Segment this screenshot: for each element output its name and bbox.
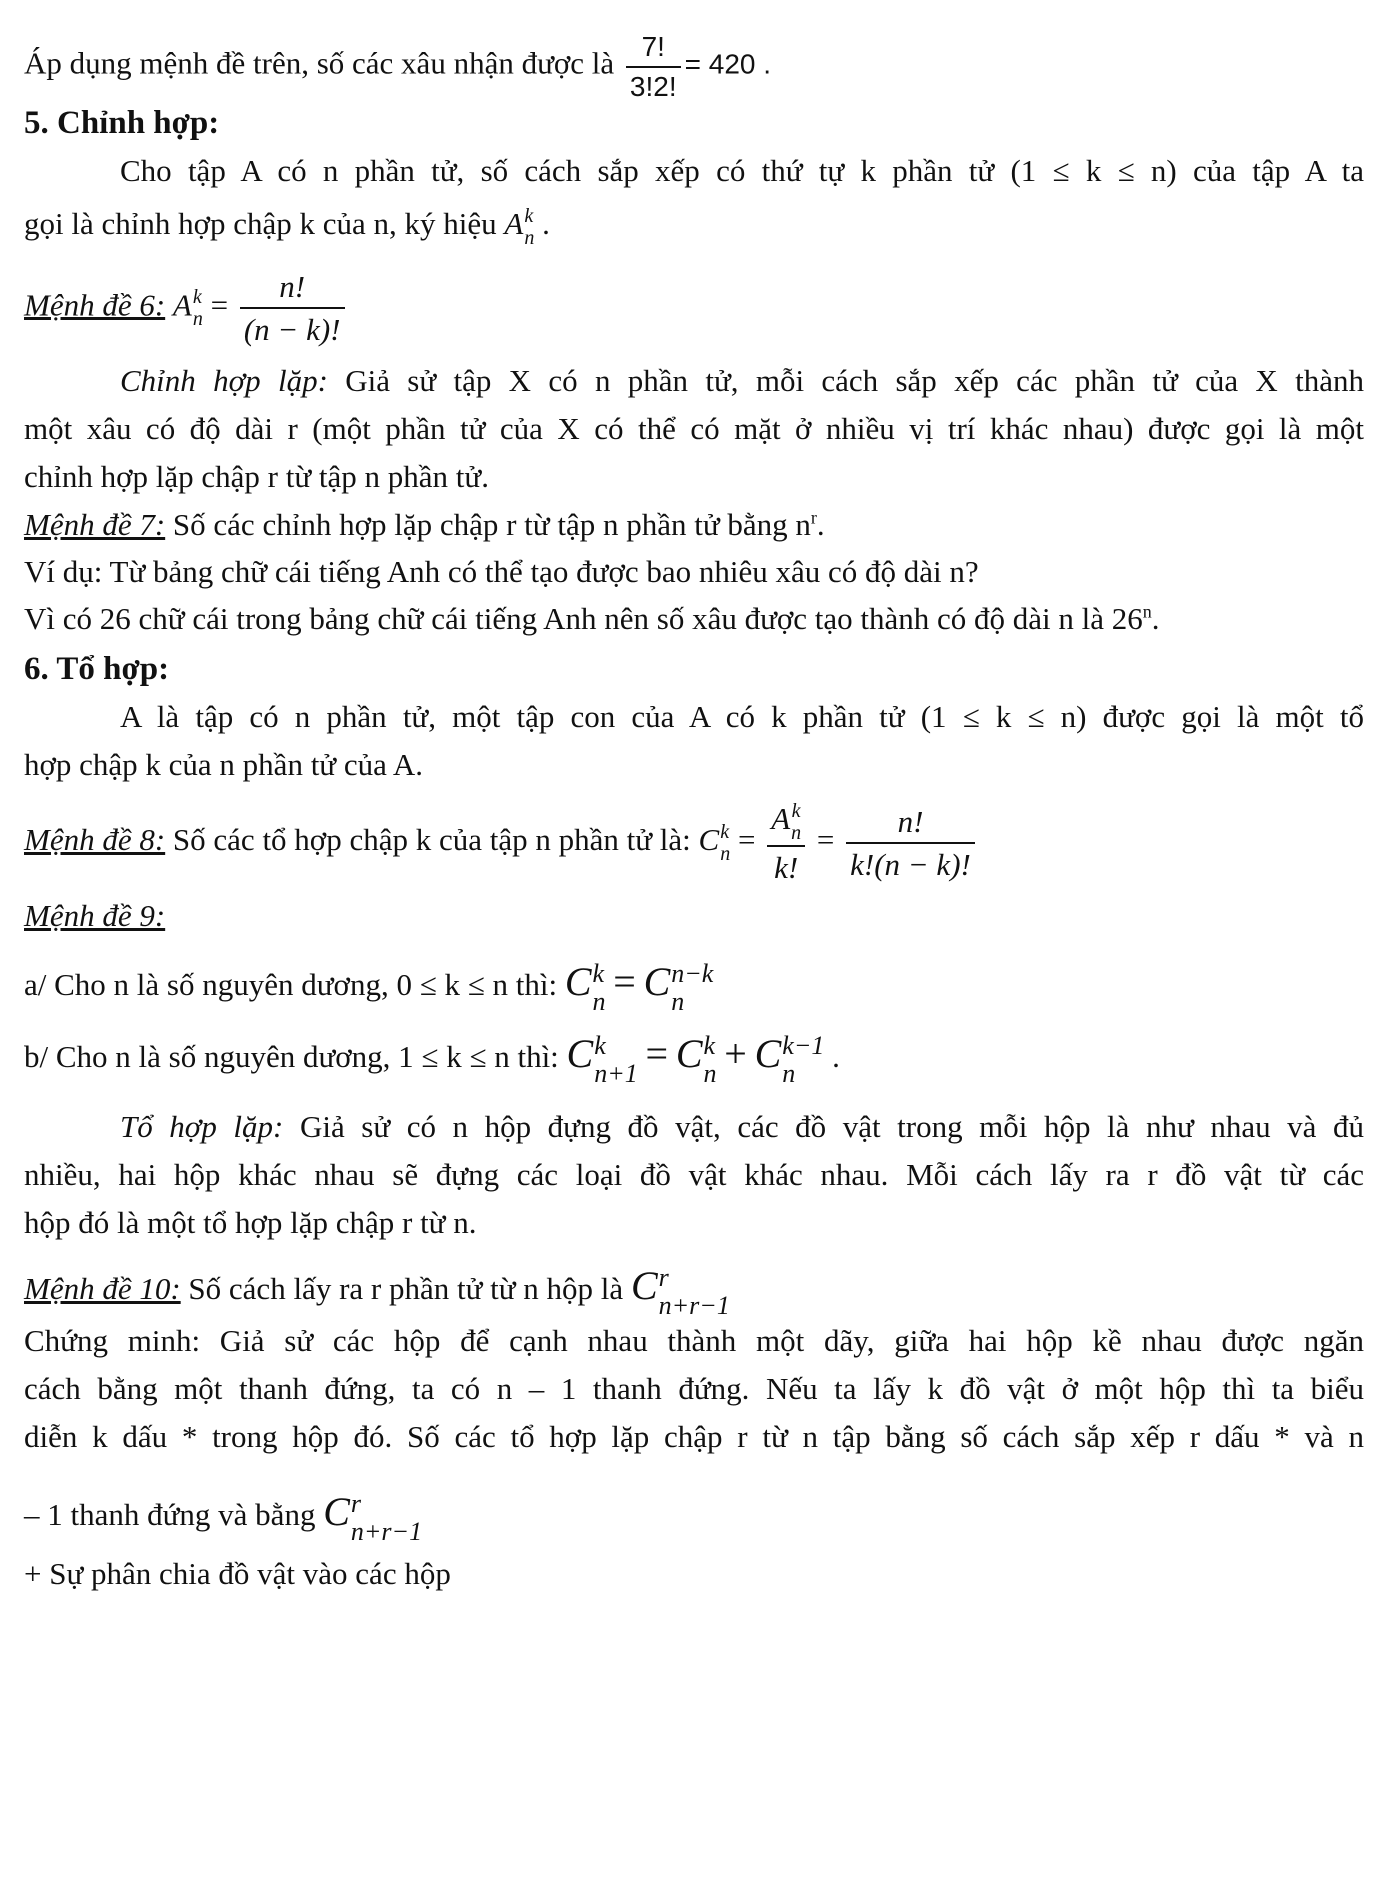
math-symbol: C bbox=[698, 822, 720, 858]
proposition-label: Mệnh đề 7: bbox=[24, 507, 166, 542]
math-symbol: C bbox=[630, 1263, 658, 1308]
bullet-line: + Sự phân chia đồ vật vào các hộp bbox=[24, 1556, 451, 1591]
proposition-9a bbox=[24, 958, 713, 1015]
superscript: k bbox=[703, 1030, 716, 1060]
text: Số các chỉnh hợp lặp chập r từ tập n phần tử bằng n bbox=[172, 507, 811, 542]
text: Giả sử có n hộp đựng đồ vật, các đồ vật trong mỗi hộp là như nhau và đủ bbox=[299, 1109, 1365, 1144]
paragraph-line: hộp đó là một tổ hợp lặp chập r từ n. bbox=[24, 1205, 477, 1240]
text: . bbox=[832, 1039, 840, 1074]
math-symbol: = bbox=[613, 959, 636, 1004]
sup-sub bbox=[193, 287, 203, 329]
sup-sub bbox=[703, 1030, 717, 1088]
fraction-numerator: n! bbox=[846, 803, 975, 844]
proposition-7 bbox=[24, 506, 825, 543]
text: Số cách lấy ra r phần tử từ n hộp là bbox=[188, 1271, 624, 1306]
text: Giả sử tập X có n phần tử, mỗi cách sắp xếp các phần tử của X thành bbox=[345, 363, 1364, 398]
subscript: n bbox=[524, 226, 535, 249]
proposition-label: Mệnh đề 6: bbox=[24, 287, 166, 323]
subscript: n bbox=[791, 821, 802, 844]
text: . bbox=[1151, 601, 1160, 636]
proposition-10 bbox=[24, 1262, 730, 1319]
fraction bbox=[846, 803, 975, 883]
fraction-numerator: n! bbox=[240, 268, 345, 309]
proposition-9b bbox=[24, 1030, 840, 1087]
superscript: r bbox=[658, 1262, 669, 1292]
proof-line: Chứng minh: Giả sử các hộp để cạnh nhau thành một dãy, giữa hai hộp kề nhau được ngăn bbox=[24, 1323, 1364, 1358]
math-symbol: A bbox=[771, 801, 791, 836]
math-symbol: = bbox=[737, 822, 756, 858]
paragraph-line: chỉnh hợp lặp chập r từ tập n phần tử. bbox=[24, 459, 489, 494]
superscript: k bbox=[720, 821, 730, 844]
superscript: k bbox=[524, 204, 534, 227]
fraction bbox=[240, 268, 345, 348]
sup-sub bbox=[782, 1030, 825, 1088]
term-label: Tổ hợp lặp: bbox=[120, 1109, 284, 1144]
superscript: r bbox=[810, 507, 817, 528]
proof-line bbox=[24, 1488, 422, 1545]
math-symbol: C bbox=[564, 959, 592, 1004]
superscript: k bbox=[594, 1030, 606, 1060]
fraction-denominator: (n − k)! bbox=[243, 312, 341, 348]
superscript: k bbox=[592, 958, 605, 988]
paragraph-line: một xâu có độ dài r (một phần tử của X có thể có mặt ở nhiều vị trí khác nhau) được gọi là một bbox=[24, 411, 1364, 446]
math-symbol: C bbox=[754, 1031, 782, 1076]
paragraph-line: nhiều, hai hộp khác nhau sẽ đựng các loại đồ vật khác nhau. Mỗi cách lấy ra r đồ vật từ các bbox=[24, 1157, 1364, 1192]
math-symbol: A bbox=[172, 287, 192, 323]
math-symbol: = bbox=[645, 1031, 669, 1076]
math-symbol: = bbox=[816, 822, 835, 858]
paragraph-line bbox=[24, 205, 550, 248]
text: . bbox=[542, 206, 550, 241]
sup-sub bbox=[791, 801, 801, 843]
fraction-denominator: k! bbox=[774, 849, 799, 885]
paragraph-line: Cho tập A có n phần tử, số cách sắp xếp có thứ tự k phần tử (1 ≤ k ≤ n) của tập A ta bbox=[120, 153, 1364, 188]
math-symbol: C bbox=[675, 1031, 703, 1076]
text: Số các tổ hợp chập k của tập n phần tử là: bbox=[172, 822, 691, 858]
text: . bbox=[816, 507, 825, 542]
math-symbol: + bbox=[724, 1031, 747, 1076]
example-question: Ví dụ: Từ bảng chữ cái tiếng Anh có thể tạo được bao nhiêu xâu có độ dài n? bbox=[24, 554, 979, 589]
sup-sub bbox=[720, 822, 730, 864]
sup-sub bbox=[658, 1262, 730, 1320]
subscript: n+r−1 bbox=[658, 1290, 730, 1320]
superscript: k−1 bbox=[782, 1030, 825, 1060]
paragraph-line bbox=[120, 362, 1364, 399]
fraction-numerator bbox=[767, 800, 805, 847]
superscript: n bbox=[1142, 601, 1152, 622]
proof-line: diễn k dấu * trong hộp đó. Số các tổ hợp lặp chập r từ n tập bằng số cách sắp xếp r dấu * và n bbox=[24, 1419, 1364, 1454]
proposition-label: Mệnh đề 9: bbox=[24, 898, 166, 933]
subscript: n bbox=[720, 843, 731, 866]
section-heading-5: 5. Chỉnh hợp: bbox=[24, 105, 220, 141]
proposition-9 bbox=[24, 897, 165, 934]
text: Vì có 26 chữ cái trong bảng chữ cái tiếng Anh nên số xâu được tạo thành có độ dài n là 26 bbox=[24, 601, 1143, 636]
section-heading-6: 6. Tổ hợp: bbox=[24, 651, 170, 687]
math-symbol: C bbox=[566, 1031, 594, 1076]
sup-sub bbox=[594, 1030, 638, 1088]
proposition-8 bbox=[24, 800, 979, 886]
sup-sub bbox=[671, 958, 714, 1016]
math-symbol: C bbox=[643, 959, 671, 1004]
text: gọi là chỉnh hợp chập k của n, ký hiệu bbox=[24, 206, 497, 241]
paragraph-line: hợp chập k của n phần tử của A. bbox=[24, 747, 424, 782]
superscript: k bbox=[791, 799, 801, 822]
math-symbol: C bbox=[323, 1489, 350, 1534]
fraction-denominator: 3!2! bbox=[629, 70, 677, 102]
fraction-numerator: 7! bbox=[626, 30, 681, 68]
subscript: n bbox=[192, 308, 203, 331]
sup-sub bbox=[350, 1488, 423, 1546]
subscript: n+r−1 bbox=[350, 1516, 423, 1546]
paragraph-line bbox=[120, 1108, 1364, 1145]
proposition-label: Mệnh đề 8: bbox=[24, 822, 166, 858]
proof-line: cách bằng một thanh đứng, ta có n – 1 thanh đứng. Nếu ta lấy k đồ vật ở một hộp thì ta biểu bbox=[24, 1371, 1364, 1406]
subscript: n bbox=[782, 1058, 796, 1088]
fraction-denominator: k!(n − k)! bbox=[850, 847, 971, 883]
math-symbol: = bbox=[210, 287, 229, 323]
sup-sub bbox=[524, 206, 534, 248]
subscript: n bbox=[703, 1058, 717, 1088]
text: – 1 thanh đứng và bằng bbox=[24, 1497, 316, 1532]
math-symbol: A bbox=[504, 206, 524, 241]
proposition-6 bbox=[24, 268, 349, 348]
superscript: n−k bbox=[671, 958, 714, 988]
fraction bbox=[626, 30, 681, 103]
superscript: k bbox=[192, 286, 202, 309]
text: Áp dụng mệnh đề trên, số các xâu nhận được là bbox=[24, 45, 615, 81]
sup-sub bbox=[592, 958, 606, 1016]
line-apply-proposition bbox=[24, 30, 771, 103]
text: a/ Cho n là số nguyên dương, 0 ≤ k ≤ n thì: bbox=[24, 967, 558, 1002]
paragraph-line: A là tập có n phần tử, một tập con của A có k phần tử (1 ≤ k ≤ n) được gọi là một tổ bbox=[120, 699, 1364, 734]
subscript: n+1 bbox=[594, 1058, 638, 1088]
superscript: r bbox=[350, 1488, 362, 1518]
example-answer bbox=[24, 600, 1160, 637]
text: b/ Cho n là số nguyên dương, 1 ≤ k ≤ n thì: bbox=[24, 1039, 559, 1074]
subscript: n bbox=[592, 986, 606, 1016]
term-label: Chỉnh hợp lặp: bbox=[120, 363, 328, 398]
fraction bbox=[767, 800, 805, 886]
result: = 420 . bbox=[684, 48, 772, 80]
proposition-label: Mệnh đề 10: bbox=[24, 1271, 181, 1306]
subscript: n bbox=[671, 986, 685, 1016]
